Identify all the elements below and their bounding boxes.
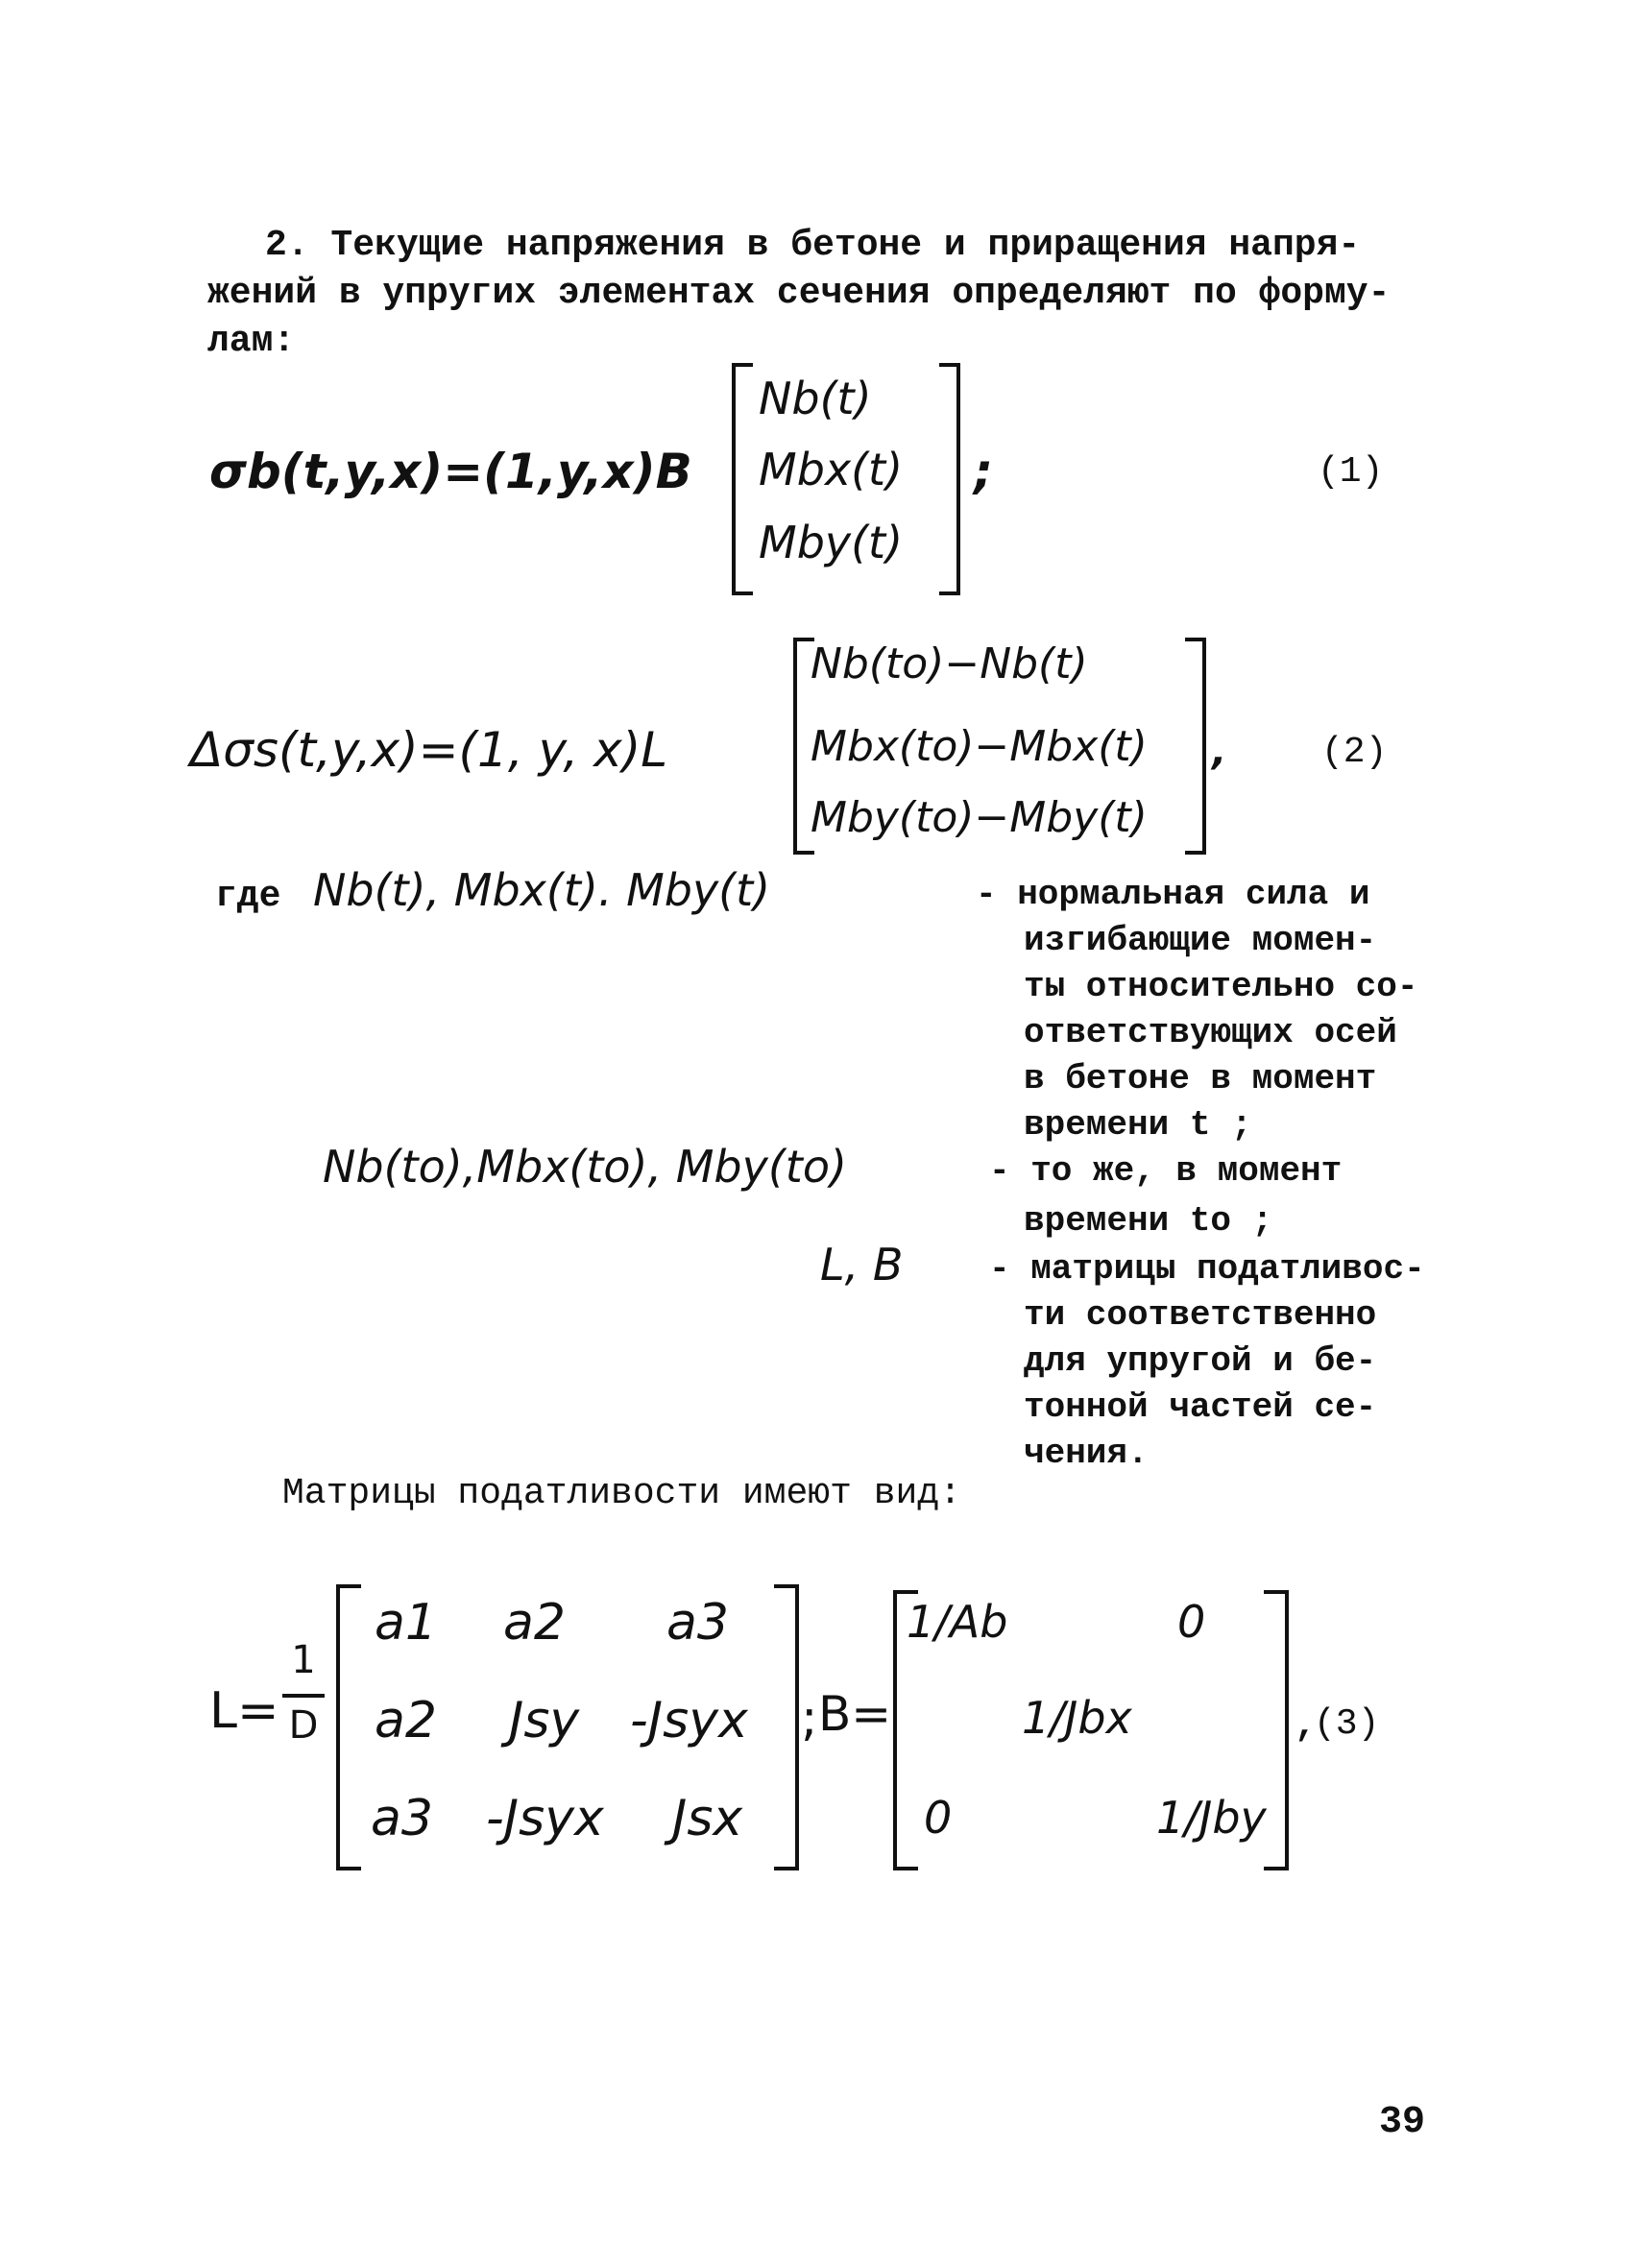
where-desc-2-line-1: - то же, в момент (989, 1151, 1343, 1191)
eq3-L-right-bracket (774, 1584, 799, 1870)
eq3-B-cell-3-1: 0 (924, 1792, 953, 1844)
paragraph-line-3: лам: (207, 321, 296, 362)
eq3-B-cell-1-3: 0 (1177, 1596, 1206, 1648)
eq2-number: (2) (1321, 732, 1388, 773)
where-symbols-3: L, B (820, 1239, 904, 1291)
eq3-number: (3) (1314, 1703, 1380, 1745)
eq2-row-1: Nb(to)−Nb(t) (811, 639, 1088, 688)
where-desc-3-line-1: - матрицы податливос- (989, 1249, 1425, 1289)
paragraph-line-2: жений в упругих элементах сечения определяют по форму- (207, 273, 1391, 314)
where-desc-2-line-2: времени to ; (1024, 1201, 1273, 1241)
where-symbols-1: Nb(t), Mbx(t). Mby(t) (313, 864, 771, 916)
eq3-L-cell-2-1: a2 (375, 1692, 437, 1749)
eq1-number: (1) (1318, 451, 1384, 493)
where-symbols-2: Nb(to),Mbx(to), Mby(to) (323, 1141, 847, 1193)
where-word: где (215, 876, 281, 917)
eq2-lhs: Δσs(t,y,x)=(1, y, x)L (190, 722, 668, 778)
eq3-L-cell-3-3: Jsx (672, 1790, 743, 1847)
eq1-tail: ; (974, 444, 993, 499)
eq3-B-lhs: B= (818, 1686, 892, 1742)
matrices-intro: Матрицы податливости имеют вид: (282, 1473, 961, 1514)
eq3-L-cell-2-3: -Jsyx (630, 1692, 748, 1749)
where-desc-1-line-3: ты относительно со- (1024, 967, 1418, 1006)
where-desc-3-line-3: для упругой и бе- (1024, 1341, 1377, 1381)
eq1-lhs: σb(t,y,x)=(1,y,x)B (209, 444, 692, 499)
where-desc-3-line-4: тонной частей се- (1024, 1387, 1377, 1427)
where-desc-1-line-4: ответствующих осей (1024, 1013, 1397, 1052)
eq3-L-lhs: L= (209, 1682, 279, 1740)
eq1-row-3: Mby(t) (759, 517, 904, 568)
eq3-L-cell-1-1: a1 (375, 1594, 437, 1652)
eq3-L-cell-2-2: Jsy (509, 1692, 580, 1749)
eq1-right-bracket (939, 363, 960, 595)
eq3-tail: , (1295, 1705, 1317, 1747)
eq3-frac-bar (282, 1694, 325, 1698)
where-desc-3-line-5: чения. (1024, 1434, 1149, 1473)
eq2-right-bracket (1185, 638, 1206, 855)
eq3-frac-denominator: D (288, 1703, 319, 1748)
where-desc-1-line-6: времени t ; (1024, 1105, 1252, 1145)
eq3-frac-numerator: 1 (291, 1638, 316, 1682)
eq3-L-left-bracket (336, 1584, 361, 1870)
page-number: 39 (1379, 2101, 1426, 2144)
eq1-left-bracket (732, 363, 753, 595)
eq1-row-2: Mbx(t) (759, 444, 904, 495)
eq3-B-right-bracket (1264, 1590, 1289, 1870)
where-desc-3-line-2: ти соответственно (1024, 1295, 1377, 1335)
where-desc-1-line-1: - нормальная сила и (976, 875, 1370, 914)
eq2-tail: , (1212, 730, 1227, 774)
paragraph-line-1: 2. Текущие напряжения в бетоне и приращения напря- (265, 225, 1361, 266)
eq3-B-cell-2-2: 1/Jbx (1022, 1692, 1132, 1744)
eq3-B-cell-1-1: 1/Ab (907, 1596, 1008, 1648)
eq3-B-cell-3-3: 1/Jby (1156, 1792, 1267, 1844)
eq2-row-2: Mbx(to)−Mbx(t) (811, 722, 1148, 771)
eq3-separator: ; (801, 1690, 818, 1748)
eq3-L-cell-3-1: a3 (371, 1790, 433, 1847)
eq1-row-1: Nb(t) (759, 373, 872, 424)
eq3-L-cell-1-3: a3 (666, 1594, 729, 1652)
where-desc-1-line-5: в бетоне в момент (1024, 1059, 1377, 1098)
eq3-L-cell-3-2: -Jsyx (486, 1790, 604, 1847)
where-desc-1-line-2: изгибающие момен- (1024, 921, 1377, 960)
eq3-L-cell-1-2: a2 (503, 1594, 566, 1652)
eq2-row-3: Mby(to)−Mby(t) (811, 793, 1148, 842)
